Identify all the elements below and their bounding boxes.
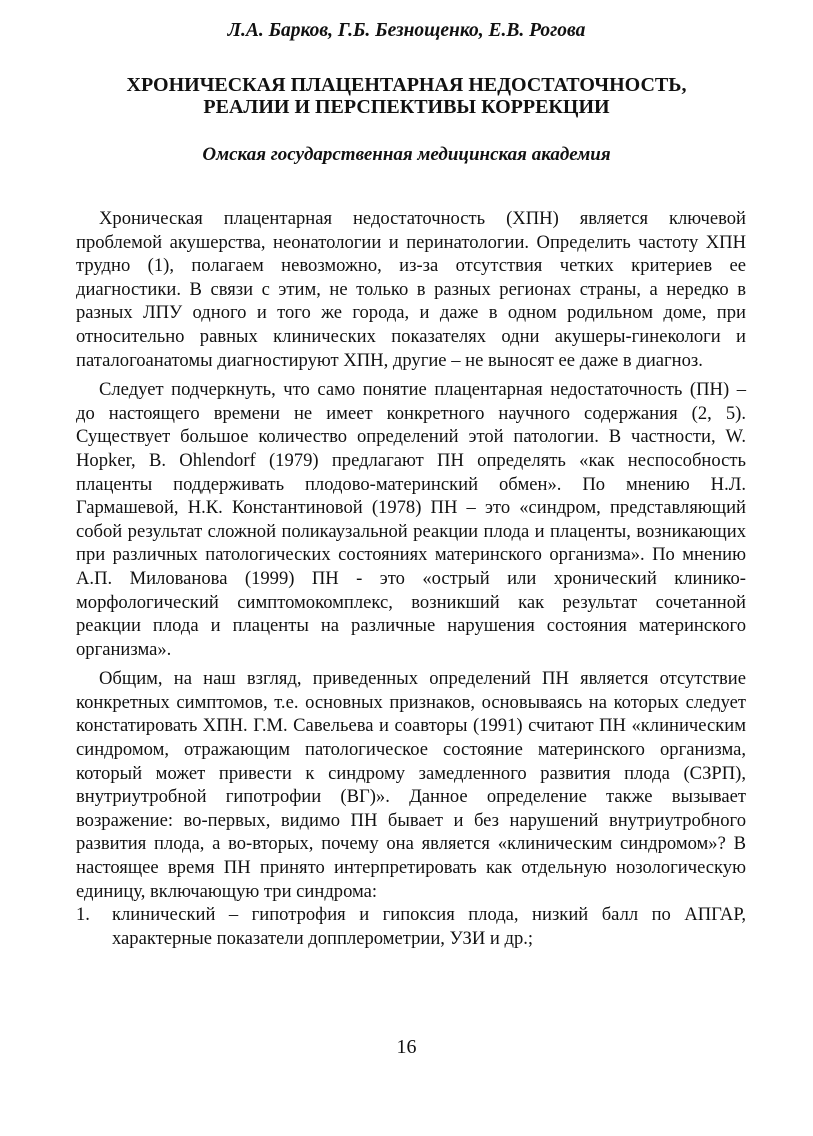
paragraph-2: Следует подчеркнуть, что само понятие плацентарная недостаточность (ПН) – до настоящего времени не имеет конкретного научного содержания (2, 5). Существует большое количество определений этой патологии. В частности, W. Hopker, B. Ohlendorf (1979) предлагают ПН определять «как неспособность плаценты поддерживать плодово-материнский обмен». По мнению Н.Л. Гармашевой, Н.К. Константиновой (1978) ПН – это «синдром, представляющий собой результат сложной поликаузальной реакции плода и плаценты, возникающих при различных патологических состояниях материнского организма». По мнению А.П. Милованова (1999) ПН - это «острый или хронический клинико-морфологический симптомокомплекс, возникший как результат сочетанной реакции плода и плаценты на различные нарушения состояния материнского организма». [76,379,746,660]
list-item-number: 1. [76,904,90,926]
paragraph-1: Хроническая плацентарная недостаточность (ХПН) является ключевой проблемой акушерства, неонатологии и перинатологии. Определить частоту ХПН трудно (1), полагаем невозможно, из-за отсутствия четких критериев ее диагностики. В связи с этим, не только в разных регионах страны, а нередко в разных ЛПУ одного и того же города, и даже в одном родильном доме, при относительно равных клинических показателях одни акушеры-гинекологи и паталогоанатомы диагностируют ХПН, другие – не выносят ее даже в диагноз. [76,208,746,371]
list-item-1 [76,903,746,950]
title-line-2: РЕАЛИИ И ПЕРСПЕКТИВЫ КОРРЕКЦИИ [203,96,610,118]
title-line-1: ХРОНИЧЕСКАЯ ПЛАЦЕНТАРНАЯ НЕДОСТАТОЧНОСТЬ, [126,74,687,96]
article-body [76,207,746,950]
paragraph-3: Общим, на наш взгляд, приведенных определений ПН является отсутствие конкретных симптомов, т.е. основных признаков, основываясь на которых следует констатировать ХПН. Г.М. Савельева и соавторы (1991) считают ПН «клиническим синдромом, отражающим патологическое состояние материнского организма, который может привести к синдрому замедленного развития плода (СЗРП), внутриутробной гипотрофии (ВГ)». Данное определение также вызывает возражение: во-первых, видимо ПН бывает и без нарушений внутриутробного развития плода, а во-вторых, почему она является «клиническим синдромом»? В настоящее время ПН принято интерпретировать как отдельную нозологическую единицу, включающую три синдрома: [76,668,746,902]
page-number: 16 [396,1036,417,1058]
article-title [0,74,813,118]
list-item-text: клинический – гипотрофия и гипоксия плода, низкий балл по АПГАР, характерные показатели допплерометрии, УЗИ и др.; [112,904,746,949]
affiliation: Омская государственная медицинская академия [202,144,611,165]
authors-line: Л.А. Барков, Г.Б. Безнощенко, Е.В. Рогова [227,20,586,41]
